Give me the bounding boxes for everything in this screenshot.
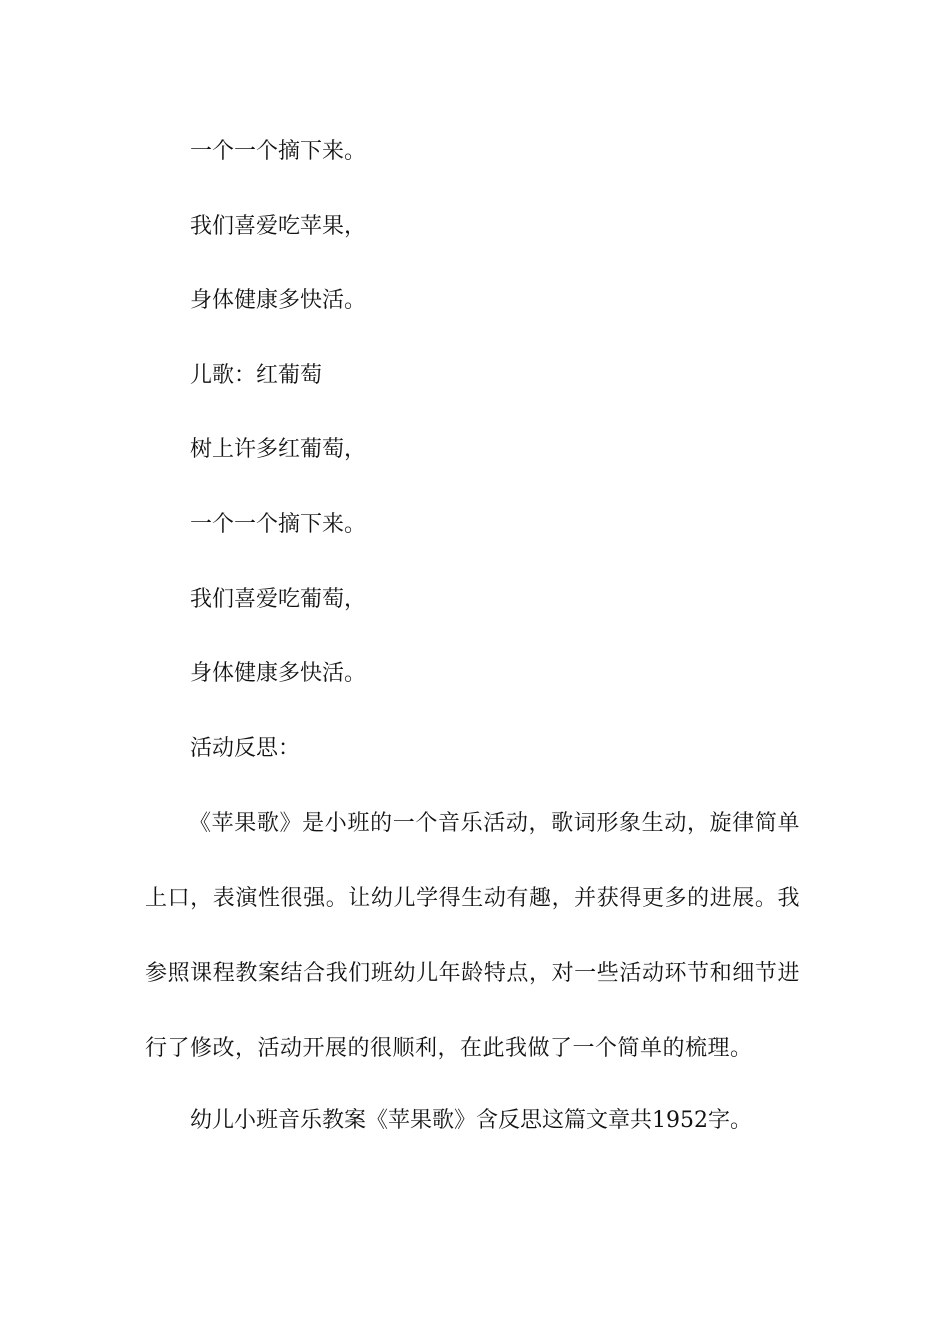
reflection-paragraph: 《苹果歌》是小班的一个音乐活动，歌词形象生动，旋律简单上口，表演性很强。让幼儿学得生动有趣，并获得更多的进展。我参照课程教案结合我们班幼儿年龄特点，对一些活动环节和细节进行了修改，活动开展的很顺利，在此我做了一个简单的梳理。 — [145, 811, 800, 1061]
lyric-line-4: 树上许多红葡萄， — [190, 437, 367, 462]
reflection-heading: 活动反思： — [190, 736, 301, 761]
closing-line: 幼儿小班音乐教案《苹果歌》含反思这篇文章共1952字。 — [190, 1108, 752, 1133]
lyric-line-6: 我们喜爱吃葡萄， — [190, 587, 367, 612]
lyric-line-2: 我们喜爱吃苹果， — [190, 214, 367, 239]
lyric-line-5: 一个一个摘下来。 — [190, 512, 367, 537]
song-title-red-grape: 儿歌：红葡萄 — [190, 363, 323, 388]
lyric-line-1: 一个一个摘下来。 — [190, 139, 367, 164]
lyric-line-7: 身体健康多快活。 — [190, 661, 367, 686]
lyric-line-3: 身体健康多快活。 — [190, 288, 367, 313]
